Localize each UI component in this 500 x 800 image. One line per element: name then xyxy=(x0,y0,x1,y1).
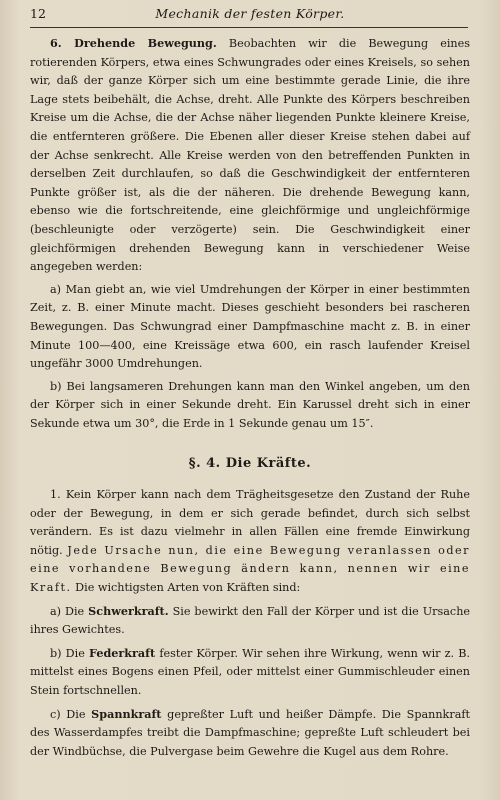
p1-start: 1. Kein Körper kann nach dem Trägheitsgesetze den Zustand der Ruhe oder der Bewegung, in dem er sich gerade befindet, durch sich selbst verändern. Es ist dazu vielmehr in allen Fällen eine fremde Einwirkung nötig. xyxy=(30,488,470,557)
page-number: 12 xyxy=(30,6,46,21)
section-4-heading: §. 4. Die Kräfte. xyxy=(188,456,312,472)
force-item-b xyxy=(30,644,470,701)
section-6-title: 6. Drehende Bewegung. xyxy=(50,36,217,50)
section-6-item-a: a) Man giebt an, wie viel Umdrehungen der Körper in einer bestimmten Zeit, z. B. einer Minute macht. Dieses geschieht besonders bei rascheren Bewegungen. Das Schwungrad einer Dampfmaschine macht z. B. in einer Minute 100—400, eine Kreissäge etwa 600, ein rasch laufender Kreisel ungefähr 3000 Umdrehungen. xyxy=(30,282,470,371)
item-b-text: fester Körper. Wir sehen ihre Wirkung, wenn wir z. B. mittelst eines Bogens einen Pfeil, oder mittelst einer Gummischleuder einen Stein fortschnellen. xyxy=(30,646,471,697)
item-c-term: Spannkraft xyxy=(91,706,162,721)
section-6-paragraph xyxy=(30,34,470,277)
force-item-a xyxy=(30,602,470,640)
item-c-prefix: c) Die xyxy=(50,707,86,721)
item-a-text: Sie bewirkt den Fall der Körper und ist die Ursache ihres Gewichtes. xyxy=(30,604,471,637)
running-title: Mechanik der festen Körper. xyxy=(155,6,345,21)
p1-end: Die wichtigsten Arten von Kräften sind: xyxy=(75,581,301,595)
item-c-text: gepreßter Luft und heißer Dämpfe. Die Spannkraft des Wasserdampfes treibt die Dampfmaschine; gepreßte Luft schleudert bei der Windbüchse, die Pulvergase beim Gewehre die Kugel aus dem Rohre. xyxy=(30,707,470,758)
item-b-term: Federkraft xyxy=(89,645,156,660)
p1-definition: Jede Ursache nun, die eine Bewegung veranlassen oder eine vorhandene Bewegung ändern kann, nennen wir eine Kraft. xyxy=(30,543,470,595)
item-a-prefix: a) Die xyxy=(50,604,85,618)
section-6-intro: Beobachten wir die Bewegung eines rotierenden Körpers, etwa eines Schwungrades oder eines Kreisels, so sehen wir, daß der ganze Körper sich um eine bestimmte gerade Linie, die ihre Lage stets beibehält, die Achse, dreht. Alle Punkte des Körpers beschreiben Kreise um die Achse, die der Achse näher liegenden Punkte kleinere Kreise, die entfernteren größere. Die Ebenen aller dieser Kreise stehen dabei auf der Achse senkrecht. Alle Kreise werden von den betreffenden Punkten in derselben Zeit durchlaufen, so daß die Geschwindigkeit der entfernteren Punkte größer ist, als die der näheren. Die drehende Bewegung kann, ebenso wie die fortschreitende, eine gleichförmige und ungleichförmige (beschleunigte oder verzögerte) sein. Die Geschwindigkeit einer gleichförmigen drehenden Bewegung kann in verschiedener Weise angegeben werden: xyxy=(30,37,471,274)
section-4-paragraph-1 xyxy=(30,486,470,598)
page-header xyxy=(30,6,468,21)
text-column xyxy=(30,34,470,761)
item-a-term: Schwerkraft. xyxy=(88,603,169,618)
header-rule xyxy=(30,27,468,28)
section-6-item-b: b) Bei langsameren Drehungen kann man den Winkel angeben, um den der Körper sich in einer Sekunde dreht. Ein Karussel dreht sich in einer Sekunde etwa um 30°, die Erde in 1 Sekunde genau um 15″. xyxy=(30,379,470,430)
item-b-prefix: b) Die xyxy=(50,646,85,660)
force-item-c xyxy=(30,705,470,762)
